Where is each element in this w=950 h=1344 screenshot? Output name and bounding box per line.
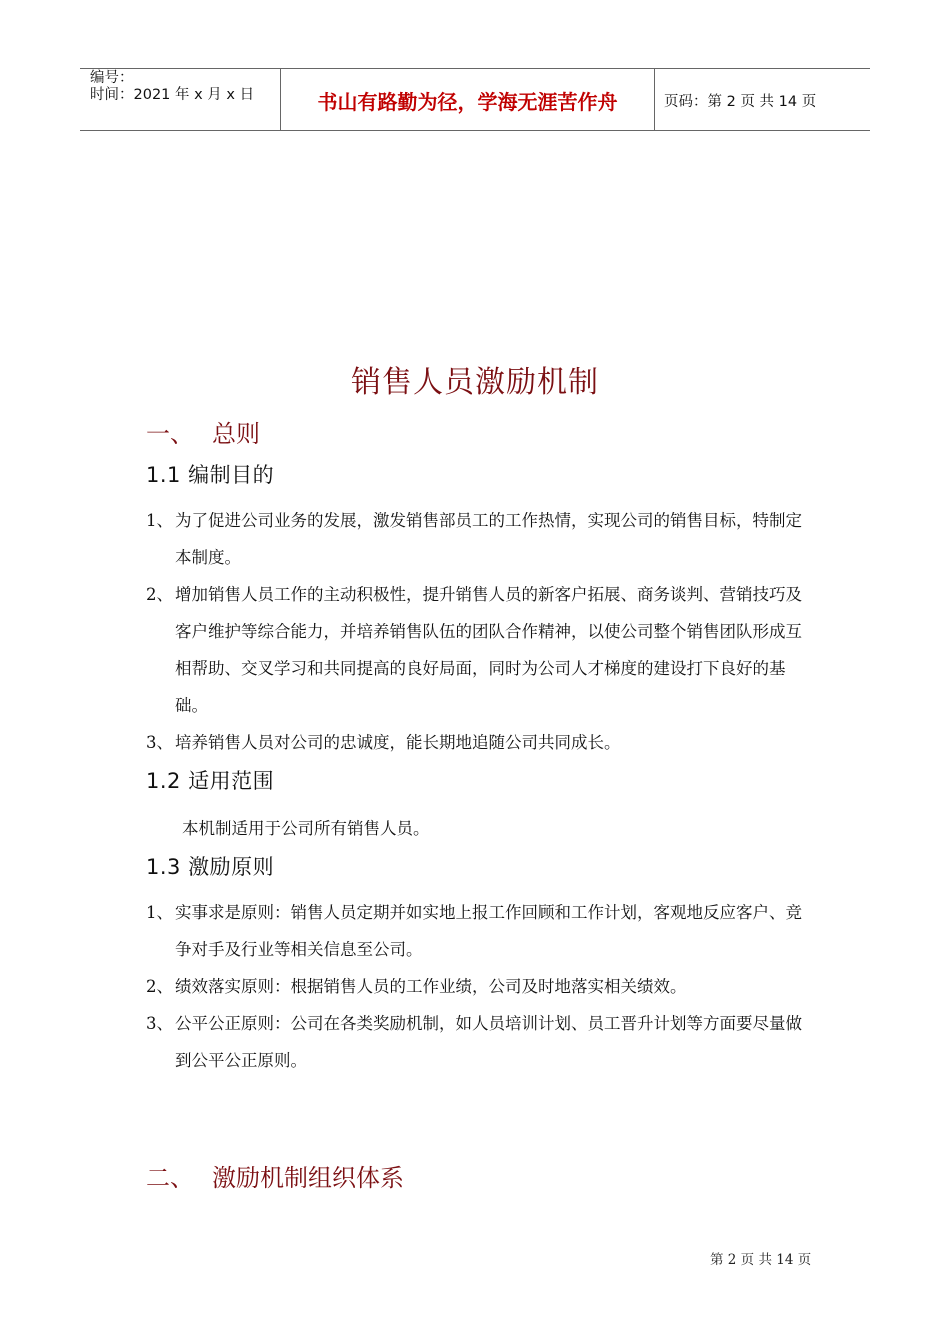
list-item-text: 增加销售人员工作的主动积极性，提升销售人员的新客户拓展、商务谈判、营销技巧及客户维护等综合能力，并培养销售队伍的团队合作精神，以使公司整个销售团队形成互相帮助、交叉学习和共同提高的良好局面，同时为公司人才梯度的建设打下良好的基础。 bbox=[175, 585, 802, 715]
document-title: 销售人员激励机制 bbox=[351, 365, 599, 400]
list-item bbox=[146, 894, 816, 968]
header-page-label: 页码：第 2 页 共 14 页 bbox=[664, 94, 817, 110]
header-table bbox=[80, 68, 870, 131]
section-heading-organization bbox=[146, 1158, 404, 1193]
list-item-number: 3、 bbox=[146, 733, 173, 752]
section-title: 总则 bbox=[212, 420, 260, 448]
list-item-text: 公平公正原则：公司在各类奖励机制，如人员培训计划、员工晋升计划等方面要尽量做到公平公正原则。 bbox=[175, 1014, 802, 1070]
list-item bbox=[146, 968, 816, 1005]
list-item-number: 2、 bbox=[146, 585, 173, 604]
scope-paragraph: 本机制适用于公司所有销售人员。 bbox=[182, 819, 430, 838]
purpose-list bbox=[146, 502, 816, 761]
subsection-heading-scope: 1.2 适用范围 bbox=[146, 769, 275, 793]
page-footer: 第 2 页 共 14 页 bbox=[710, 1252, 812, 1268]
code-label: 编号： bbox=[90, 70, 134, 86]
list-item-number: 2、 bbox=[146, 977, 173, 996]
subsection-heading-purpose: 1.1 编制目的 bbox=[146, 463, 275, 487]
list-item-number: 1、 bbox=[146, 511, 173, 530]
list-item-text: 培养销售人员对公司的忠诚度，能长期地追随公司共同成长。 bbox=[175, 733, 621, 752]
section-heading-general bbox=[146, 414, 260, 449]
list-item-number: 1、 bbox=[146, 903, 173, 922]
list-item bbox=[146, 724, 816, 761]
list-item bbox=[146, 1005, 816, 1079]
list-item-text: 实事求是原则：销售人员定期并如实地上报工作回顾和工作计划，客观地反应客户、竞争对手及行业等相关信息至公司。 bbox=[175, 903, 802, 959]
list-item-number: 3、 bbox=[146, 1014, 173, 1033]
date-label: 时间：2021 年 x 月 x 日 bbox=[90, 87, 255, 103]
list-item bbox=[146, 576, 816, 724]
section-title: 激励机制组织体系 bbox=[212, 1164, 404, 1192]
header-motto: 书山有路勤为径，学海无涯苦作舟 bbox=[281, 69, 655, 130]
subsection-heading-principles: 1.3 激励原则 bbox=[146, 855, 275, 879]
list-item bbox=[146, 502, 816, 576]
list-item-text: 为了促进公司业务的发展，激发销售部员工的工作热情，实现公司的销售目标，特制定本制度。 bbox=[175, 511, 802, 567]
section-number: 一、 bbox=[146, 420, 194, 448]
principles-list bbox=[146, 894, 816, 1079]
list-item-text: 绩效落实原则：根据销售人员的工作业绩，公司及时地落实相关绩效。 bbox=[175, 977, 687, 996]
header-meta-cell bbox=[80, 69, 281, 130]
section-number: 二、 bbox=[146, 1164, 194, 1192]
